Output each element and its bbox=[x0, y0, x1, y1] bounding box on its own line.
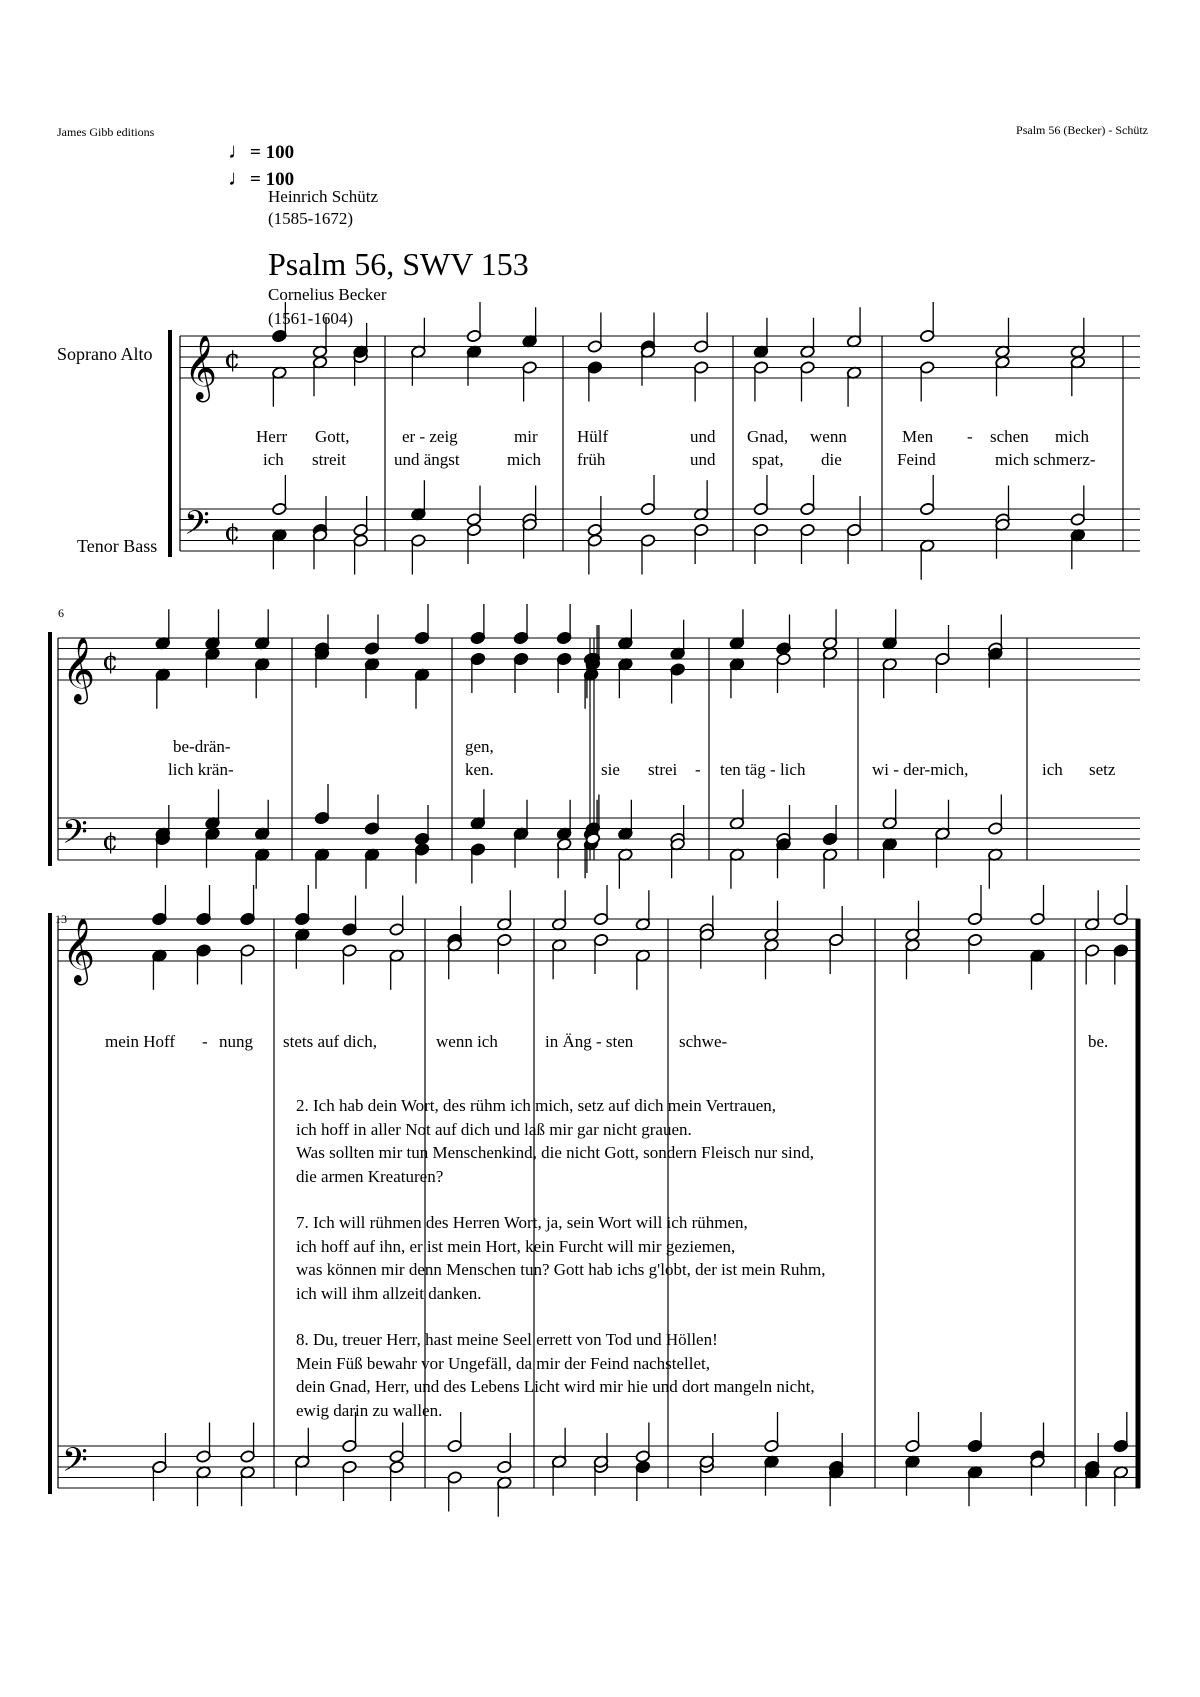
lyric-syllable: stets auf dich, bbox=[283, 1032, 377, 1051]
lyric-syllable: - bbox=[967, 427, 973, 446]
lyric-syllable: wenn ich bbox=[436, 1032, 498, 1051]
verse-8: 8. Du, treuer Herr, hast meine Seel errett von Tod und Höllen! Mein Füß bewahr vor Ungefäll, da mir der Feind nachstellet, dein Gnad, Herr, und des Lebens Licht wird mir hie und dort mangeln nicht, ewig darin zu wallen. bbox=[296, 1330, 815, 1420]
lyric-syllable: früh bbox=[577, 450, 606, 469]
lyric-syllable: - bbox=[202, 1032, 208, 1051]
lyric-syllable: be-drän- bbox=[173, 737, 231, 756]
common-time-cut-icon: ¢ bbox=[224, 517, 241, 548]
lyric-syllable: mich schmerz- bbox=[995, 450, 1096, 469]
lyric-syllable: Hülf bbox=[577, 427, 609, 446]
bass-clef-icon: 𝄢 bbox=[184, 504, 210, 551]
treble-clef-icon: 𝄞 bbox=[62, 918, 96, 983]
verse-7: 7. Ich will rühmen des Herren Wort, ja, sein Wort will ich rühmen, ich hoff auf ihn, er ist mein Hort, kein Furcht will mir geziemen, was können mir denn Menschen tun? Gott hab ichs g'lobt, der ist mein Ruhm, ich will ihm allzeit danken. bbox=[296, 1213, 826, 1303]
composer-name: Heinrich Schütz bbox=[268, 187, 378, 206]
lyric-syllable: Men bbox=[902, 427, 934, 446]
lyric-syllable: Feind bbox=[897, 450, 936, 469]
poet-name: Cornelius Becker bbox=[268, 285, 387, 304]
common-time-cut-icon: ¢ bbox=[224, 344, 241, 375]
page-title: Psalm 56, SWV 153 bbox=[268, 246, 529, 282]
lyric-syllable: die bbox=[821, 450, 842, 469]
lyric-syllable: sie bbox=[601, 760, 620, 779]
instrument-label-soprano-alto: Soprano Alto bbox=[57, 344, 153, 364]
treble-clef-icon: 𝄞 bbox=[62, 637, 96, 702]
bass-clef-icon: 𝄢 bbox=[62, 813, 88, 860]
lyric-syllable: mein Hoff bbox=[105, 1032, 176, 1051]
lyric-syllable: und bbox=[690, 427, 716, 446]
lyric-syllable: - bbox=[695, 760, 701, 779]
lyric-syllable: Gott, bbox=[315, 427, 350, 446]
instrument-label-tenor-bass: Tenor Bass bbox=[77, 536, 158, 556]
lyric-syllable: ten täg - lich bbox=[720, 760, 806, 779]
lyric-syllable: wi - der-mich, bbox=[872, 760, 969, 779]
lyric-syllable: nung bbox=[219, 1032, 253, 1051]
lyric-syllable: mich bbox=[507, 450, 541, 469]
lyric-syllable: schen bbox=[990, 427, 1029, 446]
lyric-syllable: mir bbox=[514, 427, 538, 446]
quarter-note-icon: ♩ bbox=[228, 138, 250, 163]
measure-number: 6 bbox=[58, 606, 64, 620]
treble-clef-icon: 𝄞 bbox=[184, 335, 218, 400]
header-right: Psalm 56 (Becker) - Schütz bbox=[1016, 123, 1148, 137]
verse-2: 2. Ich hab dein Wort, des rühm ich mich, setz auf dich mein Vertrauen, ich hoff in aller Not auf dich und laß mir gar nicht grauen. Was sollten mir tun Menschenkind, die nicht Gott, sondern Fleisch nur sind, die armen Kreaturen? bbox=[296, 1096, 815, 1186]
header-left: James Gibb editions bbox=[57, 125, 155, 139]
lyric-syllable: Gnad, bbox=[747, 427, 789, 446]
lyric-syllable: setz bbox=[1089, 760, 1116, 779]
lyric-syllable: und bbox=[690, 450, 716, 469]
lyric-syllable: in Äng - sten bbox=[545, 1032, 634, 1051]
lyric-syllable: lich krän- bbox=[168, 760, 234, 779]
composer-dates: (1585-1672) bbox=[268, 209, 353, 228]
common-time-cut-icon: ¢ bbox=[102, 646, 119, 677]
tempo-value: = 100 bbox=[250, 142, 295, 163]
lyric-syllable: mich bbox=[1055, 427, 1089, 446]
lyric-syllable: Herr bbox=[256, 427, 288, 446]
lyric-syllable: wenn bbox=[810, 427, 847, 446]
lyric-syllable: er - zeig bbox=[402, 427, 458, 446]
bass-clef-icon: 𝄢 bbox=[62, 1441, 88, 1488]
lyric-syllable: ich bbox=[1042, 760, 1063, 779]
poet-dates: (1561-1604) bbox=[268, 309, 353, 328]
lyric-syllable: spat, bbox=[752, 450, 784, 469]
measure-number: 13 bbox=[55, 912, 67, 926]
lyric-syllable: gen, bbox=[465, 737, 494, 756]
lyric-syllable: und ängst bbox=[394, 450, 460, 469]
lyric-syllable: streit bbox=[312, 450, 346, 469]
lyric-syllable: strei bbox=[648, 760, 678, 779]
common-time-cut-icon: ¢ bbox=[102, 826, 119, 857]
lyric-syllable: schwe- bbox=[679, 1032, 728, 1051]
lyric-syllable: ken. bbox=[465, 760, 494, 779]
lyric-syllable: ich bbox=[263, 450, 284, 469]
lyric-syllable: be. bbox=[1088, 1032, 1109, 1051]
tempo-value: = 100 bbox=[250, 169, 295, 190]
quarter-note-icon: ♩ bbox=[228, 165, 250, 190]
